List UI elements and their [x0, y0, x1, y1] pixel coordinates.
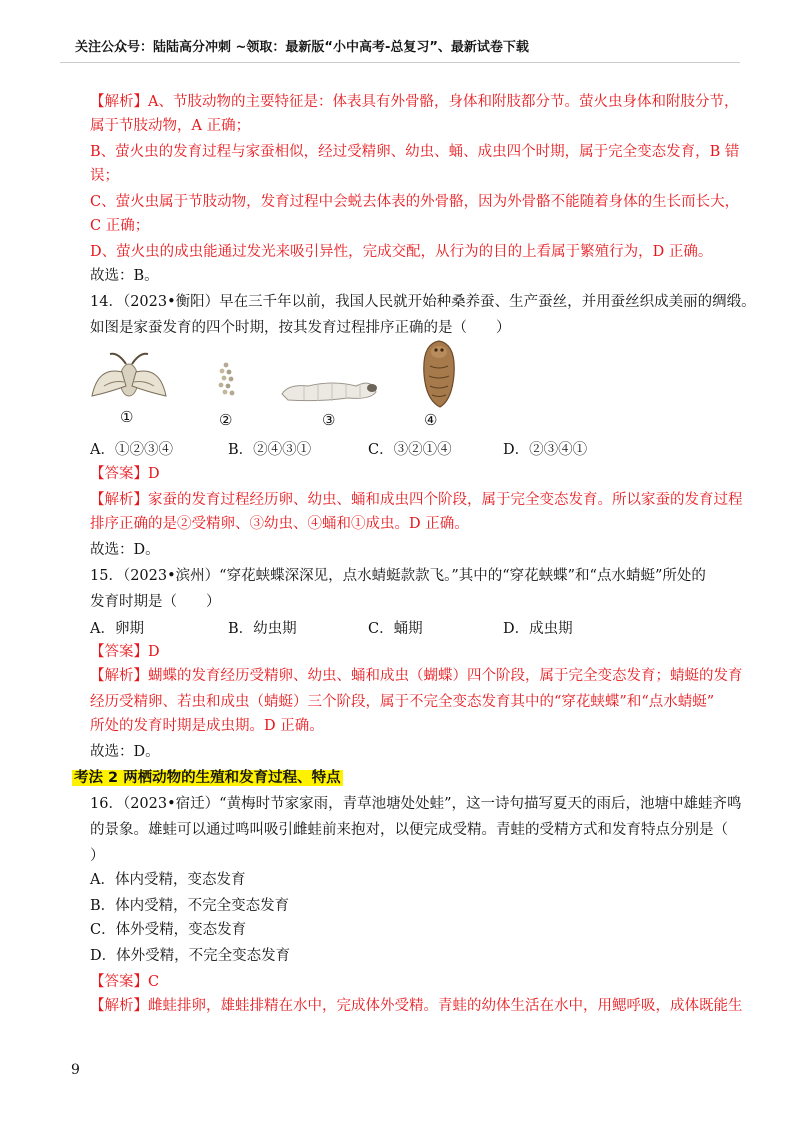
q15-option-a: A．卵期 — [90, 621, 144, 637]
q13-analysis-line6: C 正确； — [90, 218, 150, 234]
q15-analysis-line1: 【解析】蝴蝶的发育经历受精卵、幼虫、蛹和成虫（蝴蝶）四个阶段，属于完全变态发育；蜻蜓的发育 — [90, 668, 743, 684]
q16-option-d: D．体外受精，不完全变态发育 — [90, 948, 291, 964]
q13-analysis-line4: 误； — [90, 168, 119, 184]
q13-analysis-line2: 属于节肢动物，A 正确； — [90, 118, 251, 134]
q16-option-c: C．体外受精，变态发育 — [90, 922, 247, 938]
q14-choose: 故选：D。 — [90, 542, 160, 558]
q13-analysis-line5: C、萤火虫属于节肢动物，发育过程中会蜕去体表的外骨骼，因为外骨骼不能随着身体的生长而长大， — [90, 194, 740, 210]
pic-label-3: ③ — [322, 411, 336, 429]
pic-label-1: ① — [120, 408, 134, 426]
silkworm-pupa-image — [418, 338, 460, 410]
q14-option-b: B．②④③① — [228, 442, 312, 458]
q13-choose: 故选：B。 — [90, 268, 159, 284]
silkworm-eggs-image — [212, 360, 242, 402]
q15-option-d: D．成虫期 — [503, 621, 573, 637]
q14-option-c: C．③②①④ — [368, 442, 452, 458]
pic-label-2: ② — [219, 411, 233, 429]
q16-option-a: A．体内受精，变态发育 — [90, 872, 246, 888]
page-number: 9 — [71, 1062, 80, 1078]
q14-option-a: A．①②③④ — [90, 442, 173, 458]
q14-option-d: D．②③④① — [503, 442, 588, 458]
q14-stem-line2: 如图是家蚕发育的四个时期，按其发育过程排序正确的是（ ） — [90, 320, 511, 336]
q15-answer: 【答案】D — [90, 644, 160, 660]
q16-stem-line2: 的景象。雄蛙可以通过鸣叫吸引雌蛙前来抱对，以便完成受精。青蛙的受精方式和发育特点分别是（ — [90, 822, 728, 838]
header-divider — [60, 62, 740, 63]
q13-analysis-line7: D、萤火虫的成虫能通过发光来吸引异性，完成交配，从行为的目的上看属于繁殖行为，D 正确。 — [90, 244, 713, 260]
q15-stem-line2: 发育时期是（ ） — [90, 594, 221, 610]
q15-analysis-line3: 所处的发育时期是成虫期。D 正确。 — [90, 718, 324, 734]
section-heading: 考法 2 两栖动物的生殖和发育过程、特点 — [74, 770, 341, 786]
pic-label-4: ④ — [424, 411, 438, 429]
q14-analysis-line1: 【解析】家蚕的发育过程经历卵、幼虫、蛹和成虫四个阶段，属于完全变态发育。所以家蚕的发育过程 — [90, 492, 743, 508]
q16-analysis-line1: 【解析】雌蛙排卵，雄蛙排精在水中，完成体外受精。青蛙的幼体生活在水中，用鳃呼吸，成体既能生 — [90, 998, 743, 1014]
q16-answer: 【答案】C — [90, 974, 160, 990]
q15-option-b: B．幼虫期 — [228, 621, 297, 637]
section-heading-wrapper — [72, 768, 343, 788]
silkworm-larva-image — [278, 370, 380, 404]
q16-option-b: B．体内受精，不完全变态发育 — [90, 898, 290, 914]
page-header: 关注公众号：陆陆高分冲刺 ~领取：最新版“小中高考-总复习”、最新试卷下载 — [75, 40, 529, 55]
q16-stem-line1: 16．（2023•宿迁）“黄梅时节家家雨，青草池塘处处蛙”，这一诗句描写夏天的雨后，池塘中雄蛙齐鸣 — [90, 796, 742, 812]
q15-analysis-line2: 经历受精卵、若虫和成虫（蜻蜓）三个阶段，属于不完全变态发育其中的“穿花蛱蝶”和“点水蜻蜓” — [90, 694, 715, 710]
silkmoth-image — [88, 346, 170, 404]
q15-stem-line1: 15．（2023•滨州）“穿花蛱蝶深深见，点水蜻蜓款款飞。”其中的“穿花蛱蝶”和“点水蜻蜓”所处的 — [90, 568, 706, 584]
q16-stem-line3: ） — [90, 848, 105, 864]
q13-analysis-line3: B、萤火虫的发育过程与家蚕相似，经过受精卵、幼虫、蛹、成虫四个时期，属于完全变态发育，B 错 — [90, 144, 740, 160]
q14-answer: 【答案】D — [90, 466, 160, 482]
q14-stem-line1: 14．（2023•衡阳）早在三千年以前，我国人民就开始种桑养蚕、生产蚕丝，并用蚕丝织成美丽的绸缎。 — [90, 294, 756, 310]
q13-analysis-line1: 【解析】A、节肢动物的主要特征是：体表具有外骨骼，身体和附肢都分节。萤火虫身体和附肢分节， — [90, 94, 739, 110]
q15-option-c: C．蛹期 — [368, 621, 423, 637]
q15-choose: 故选：D。 — [90, 744, 160, 760]
q14-analysis-line2: 排序正确的是②受精卵、③幼虫、④蛹和①成虫。D 正确。 — [90, 516, 469, 532]
